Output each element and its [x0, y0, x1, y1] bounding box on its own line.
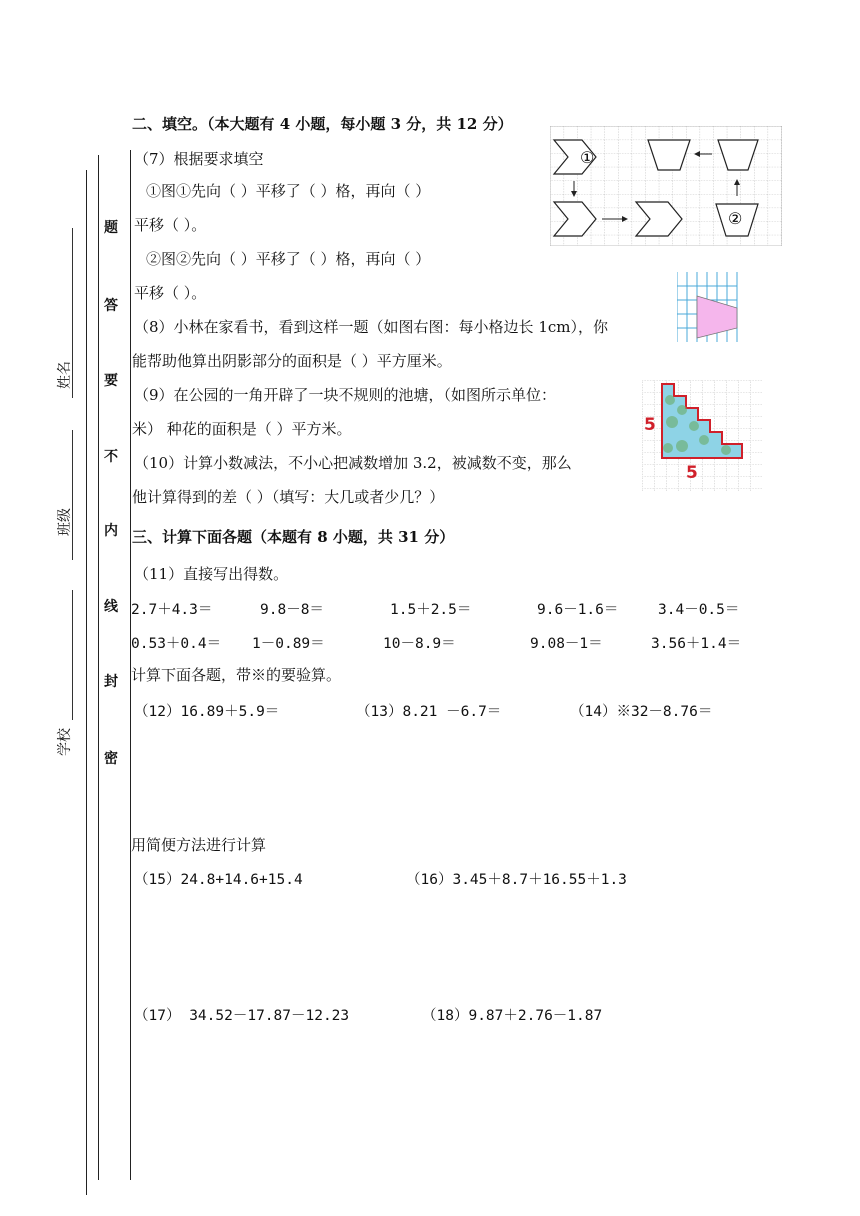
q11-r2-c1: 0.53＋0.4＝ — [131, 636, 222, 652]
q9-line2: 米） 种花的面积是（ ）平方米。 — [132, 420, 352, 438]
q11-r2-c3: 10－8.9＝ — [383, 636, 456, 652]
seal-char-4: 不 — [104, 449, 118, 465]
q7-line3: ②图②先向（ ）平移了（ ）格，再向（ ） — [146, 250, 431, 268]
q11-r1-c4: 9.6－1.6＝ — [537, 602, 619, 618]
q11-r1-c5: 3.4－0.5＝ — [658, 602, 740, 618]
section3-title: 三、计算下面各题（本题有 8 小题，共 31 分） — [132, 528, 455, 546]
class-blank-line — [72, 430, 73, 560]
calc-instruction: 计算下面各题，带※的要验算。 — [131, 666, 342, 684]
q7-line1: ①图①先向（ ）平移了（ ）格，再向（ ） — [146, 182, 431, 200]
q8-shaded-figure — [677, 272, 739, 342]
q11-r1-c2: 9.8－8＝ — [260, 602, 324, 618]
q16: （16）3.45＋8.7＋16.55＋1.3 — [406, 872, 627, 888]
q7-line2: 平移（ ）。 — [134, 216, 207, 234]
fig-label-1: ① — [580, 148, 595, 167]
pond-left-label: 5 — [644, 415, 656, 435]
school-blank-line — [72, 590, 73, 720]
q7-translation-figure — [550, 126, 782, 246]
q8-line1: （8）小林在家看书，看到这样一题（如图右图：每小格边长 1cm），你 — [134, 318, 608, 336]
q14: （14）※32－8.76＝ — [570, 704, 713, 720]
seal-char-8: 密 — [104, 751, 118, 767]
q7-stem: （7）根据要求填空 — [134, 150, 264, 168]
q12: （12）16.89＋5.9＝ — [134, 704, 280, 720]
q7-line4: 平移（ ）。 — [134, 284, 207, 302]
class-label: 班级 — [57, 508, 73, 536]
q10-line1: （10）计算小数减法，不小心把减数增加 3.2，被减数不变，那么 — [134, 454, 572, 472]
q11-r2-c2: 1－0.89＝ — [252, 636, 325, 652]
q11-r1-c3: 1.5＋2.5＝ — [390, 602, 472, 618]
q11-r1-c1: 2.7＋4.3＝ — [131, 602, 213, 618]
seal-char-6: 线 — [104, 599, 118, 615]
q17: （17） 34.52－17.87－12.23 — [134, 1008, 350, 1024]
q13: （13）8.21 －6.7＝ — [356, 704, 502, 720]
q11-r2-c5: 3.56＋1.4＝ — [651, 636, 742, 652]
seal-char-5: 内 — [104, 523, 118, 539]
q11-stem: （11）直接写出得数。 — [134, 565, 289, 583]
pond-bottom-label: 5 — [686, 463, 698, 483]
q9-pond-figure — [642, 380, 762, 492]
seal-char-1: 题 — [104, 220, 118, 236]
q18: （18）9.87＋2.76－1.87 — [422, 1008, 603, 1024]
q10-line2: 他计算得到的差（ ）（填写：大几或者少几？） — [132, 488, 445, 506]
margin-line-mid — [98, 155, 99, 1180]
q11-r2-c4: 9.08－1＝ — [530, 636, 603, 652]
school-label: 学校 — [57, 728, 73, 756]
section2-title: 二、填空。（本大题有 4 小题，每小题 3 分，共 12 分） — [132, 115, 513, 133]
fig-label-2: ② — [728, 209, 743, 228]
q15: （15）24.8+14.6+15.4 — [134, 872, 303, 888]
seal-char-3: 要 — [104, 373, 118, 389]
simple-instruction: 用简便方法进行计算 — [131, 836, 267, 854]
seal-char-7: 封 — [104, 674, 118, 690]
name-label: 姓名 — [57, 361, 73, 389]
q8-line2: 能帮助他算出阴影部分的面积是（ ）平方厘米。 — [132, 352, 452, 370]
margin-line-left — [86, 170, 87, 1195]
seal-char-2: 答 — [104, 298, 118, 314]
q9-line1: （9）在公园的一角开辟了一块不规则的池塘，（如图所示单位： — [134, 386, 557, 404]
